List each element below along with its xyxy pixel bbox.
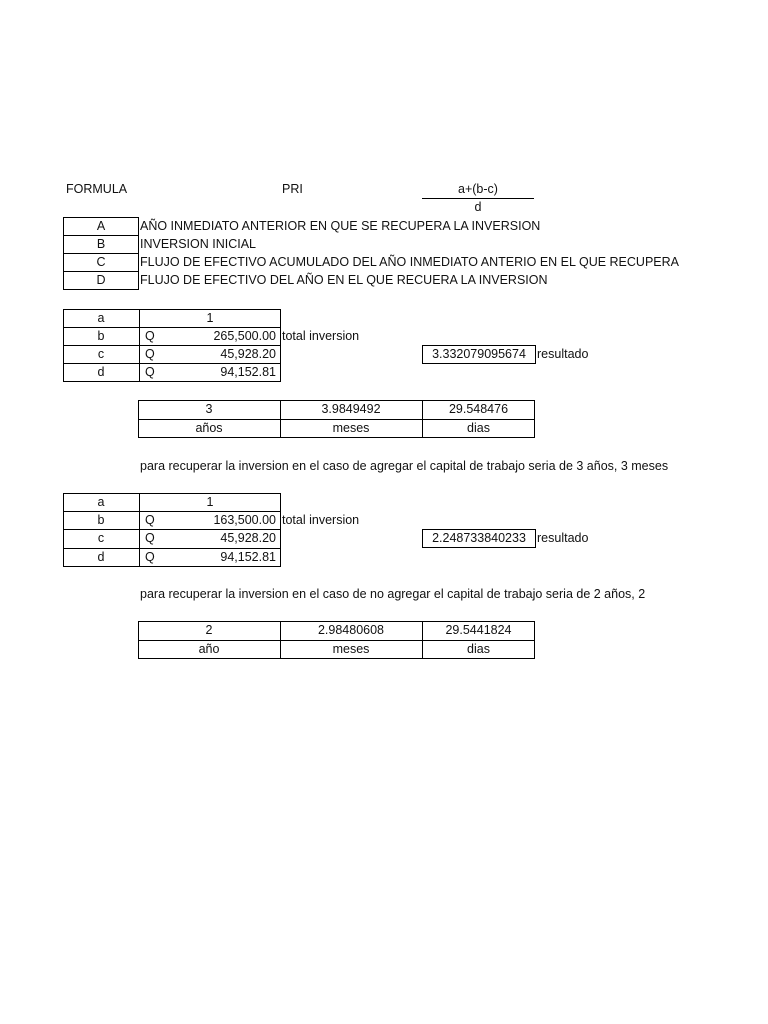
- case1-currency: Q: [145, 329, 155, 343]
- summary-years-label: años: [195, 421, 223, 435]
- summary-months-label: meses: [332, 421, 370, 435]
- summary-years-label: año: [198, 642, 220, 656]
- summary-years-value: 2: [205, 623, 213, 637]
- case1-value: 265,500.00: [213, 329, 276, 343]
- case1-value: 1: [206, 311, 214, 325]
- pri-label: PRI: [282, 182, 303, 196]
- case1-key: a: [97, 311, 105, 325]
- case1-conclusion: para recuperar la inversion en el caso de agregar el capital de trabajo seria de 3 años, 3 meses: [140, 459, 669, 473]
- summary-months-label: meses: [332, 642, 370, 656]
- formula-denominator: d: [474, 200, 482, 214]
- case2-value: 45,928.20: [220, 531, 276, 545]
- case2-value: 1: [206, 495, 214, 509]
- case2-result-label: resultado: [537, 531, 589, 545]
- case2-key: c: [97, 531, 105, 545]
- case2-currency: Q: [145, 550, 155, 564]
- case1-result-label: resultado: [537, 347, 589, 361]
- case2-conclusion: para recuperar la inversion en el caso de no agregar el capital de trabajo seria de 2 años, 2: [140, 587, 646, 601]
- summary-days-label: dias: [467, 642, 490, 656]
- summary-days-value: 29.5441824: [445, 623, 512, 637]
- legend-key: D: [96, 273, 106, 287]
- case1-total-label: total inversion: [282, 329, 360, 343]
- case1-key: b: [97, 329, 105, 343]
- case1-value: 45,928.20: [220, 347, 276, 361]
- formula-numerator: a+(b-c): [458, 182, 498, 196]
- formula-label: FORMULA: [66, 182, 128, 196]
- legend-desc: INVERSION INICIAL: [140, 237, 256, 251]
- legend-desc: FLUJO DE EFECTIVO DEL AÑO EN EL QUE RECUERA LA INVERSION: [140, 273, 548, 287]
- legend-desc: FLUJO DE EFECTIVO ACUMULADO DEL AÑO INMEDIATO ANTERIO EN EL QUE RECUPERA: [140, 255, 679, 269]
- case2-currency: Q: [145, 531, 155, 545]
- legend-key: A: [96, 219, 106, 233]
- case1-key: d: [97, 365, 105, 379]
- case1-result-value: 3.332079095674: [432, 347, 526, 361]
- case1-value: 94,152.81: [220, 365, 276, 379]
- case2-total-label: total inversion: [282, 513, 360, 527]
- case1-key: c: [97, 347, 105, 361]
- legend-key: C: [96, 255, 106, 269]
- summary-months-value: 3.9849492: [321, 402, 381, 416]
- case2-key: b: [97, 513, 105, 527]
- summary-days-label: dias: [467, 421, 490, 435]
- case2-key: d: [97, 550, 105, 564]
- case2-key: a: [97, 495, 105, 509]
- case1-currency: Q: [145, 365, 155, 379]
- legend-desc: AÑO INMEDIATO ANTERIOR EN QUE SE RECUPERA LA INVERSION: [140, 219, 541, 233]
- case2-value: 94,152.81: [220, 550, 276, 564]
- case1-currency: Q: [145, 347, 155, 361]
- case2-value: 163,500.00: [213, 513, 276, 527]
- case2-currency: Q: [145, 513, 155, 527]
- legend-key: B: [96, 237, 106, 251]
- summary-months-value: 2.98480608: [317, 623, 385, 637]
- summary-years-value: 3: [205, 402, 213, 416]
- case2-result-value: 2.248733840233: [432, 531, 526, 545]
- summary-days-value: 29.548476: [448, 402, 509, 416]
